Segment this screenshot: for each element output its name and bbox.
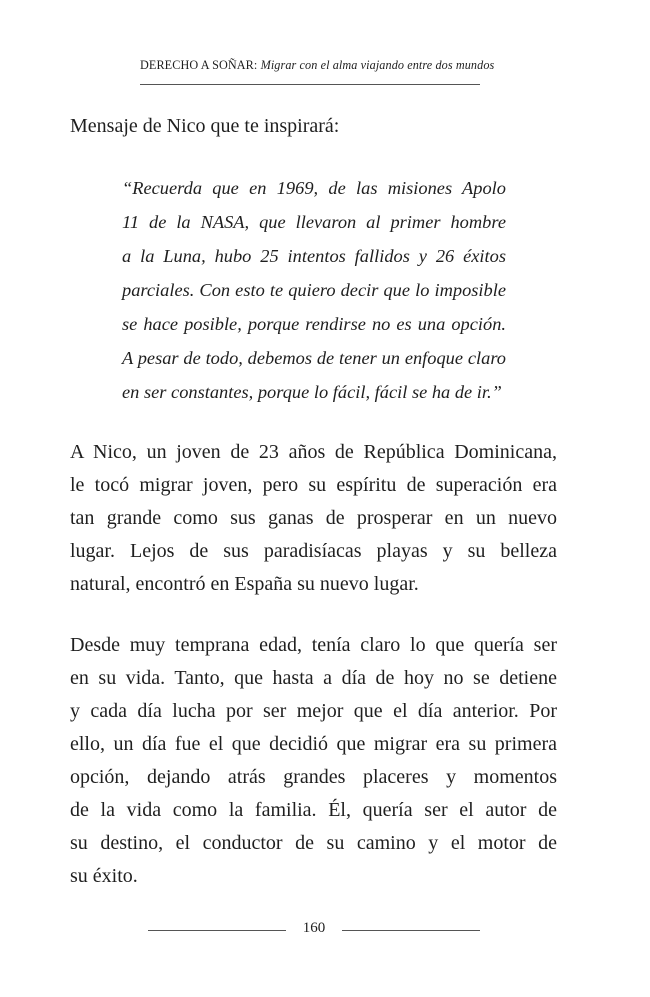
- paragraph-line: Desde muy temprana edad, tenía claro lo que quería ser: [70, 634, 557, 656]
- paragraph-line: su destino, el conductor de su camino y el motor de: [70, 832, 557, 854]
- paragraph-line: de la vida como la familia. Él, quería ser el autor de: [70, 799, 557, 821]
- paragraph-line: le tocó migrar joven, pero su espíritu de superación era: [70, 474, 557, 496]
- body-paragraph: [70, 436, 557, 601]
- paragraph-line: lugar. Lejos de sus paradisíacas playas y su belleza: [70, 540, 557, 562]
- paragraph-line: en su vida. Tanto, que hasta a día de hoy no se detiene: [70, 667, 557, 689]
- paragraph-line: su éxito.: [70, 865, 138, 887]
- paragraph-line: A Nico, un joven de 23 años de República Dominicana,: [70, 441, 557, 463]
- quote-line: se hace posible, porque rendirse no es una opción.: [122, 314, 506, 334]
- quote-line: A pesar de todo, debemos de tener un enfoque claro: [122, 348, 506, 368]
- quote-intro: Mensaje de Nico que te inspirará:: [70, 115, 340, 137]
- quote-line: en ser constantes, porque lo fácil, fácil se ha de ir.”: [122, 382, 502, 402]
- footer-rule-right: [342, 930, 480, 931]
- quote-line: a la Luna, hubo 25 intentos fallidos y 26 éxitos: [122, 246, 506, 266]
- paragraph-line: ello, un día fue el que decidió que migrar era su primera: [70, 733, 557, 755]
- paragraph-line: opción, dejando atrás grandes placeres y momentos: [70, 766, 557, 788]
- body-paragraph: [70, 629, 557, 893]
- block-quote: [122, 171, 506, 409]
- quote-line: 11 de la NASA, que llevaron al primer hombre: [122, 212, 506, 232]
- book-subtitle: Migrar con el alma viajando entre dos mundos: [260, 58, 495, 72]
- paragraph-line: y cada día lucha por ser mejor que el día anterior. Por: [70, 700, 557, 722]
- quote-line: “Recuerda que en 1969, de las misiones Apolo: [122, 178, 506, 198]
- running-header: [140, 58, 495, 85]
- book-title: DERECHO A SOÑAR:: [140, 58, 258, 72]
- page-footer: [148, 918, 480, 942]
- quote-line: parciales. Con esto te quiero decir que lo imposible: [122, 280, 506, 300]
- paragraph-line: tan grande como sus ganas de prosperar en un nuevo: [70, 507, 557, 529]
- paragraph-line: natural, encontró en España su nuevo lugar.: [70, 573, 419, 595]
- page-number: 160: [302, 920, 326, 936]
